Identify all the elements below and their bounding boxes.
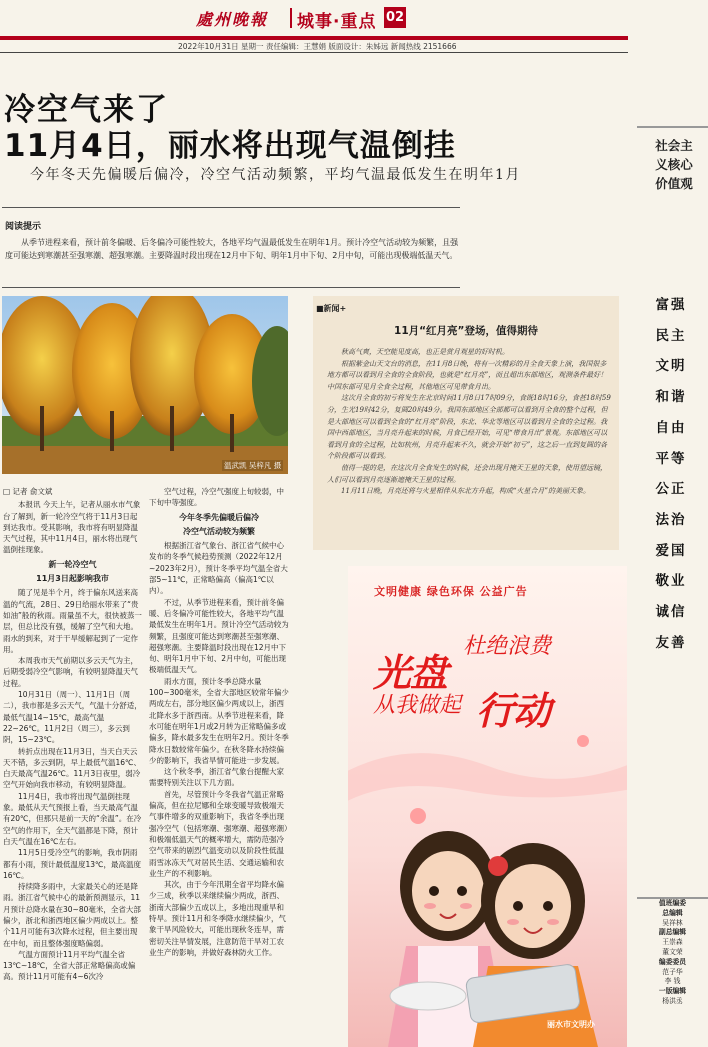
article-paragraph: 转折点出现在11月3日，当天白天云天不错，多云到阴，早上最低气温16℃、白天最高气温26℃。11月3日夜里，弱冷空气开始向我市移动，有较明显降温。 bbox=[3, 746, 141, 790]
newspaper-logo: 處州晚報 bbox=[196, 10, 269, 29]
article-paragraph: 根据浙江省气象台、浙江省气候中心发布的冬季气候趋势预测（2022年12月~2023年2月），预计冬季平均气温全省大部5~11℃，正常略偏高（偏高1℃以内）。 bbox=[149, 541, 288, 596]
article-column-1 bbox=[3, 486, 142, 983]
article-paragraph: 11月4日，我市将出现气温倒挂现象。最低从天气预报上看，当天最高气温有20℃，但那只是前一天的“余温”。在冷空气的作用下，全天气温都是下降，预计白天气温在16℃左右。 bbox=[3, 791, 142, 846]
news-body bbox=[327, 347, 611, 498]
core-value-item: 友善 bbox=[655, 634, 687, 651]
poster-slogan: 文明健康 绿色环保 公益广告 bbox=[374, 585, 528, 598]
article-paragraph: 11月5日受冷空气的影响，我市阴雨都有小雨，预计最低温度13℃，最高温度16℃。 bbox=[3, 848, 141, 880]
core-value-item: 和谐 bbox=[655, 389, 687, 406]
article-paragraph: 随了见是半个月，终于偏东风送来高温的气流，28日、29日给丽水带来了“贵如油”般的秋雨。雨量虽不大，很快被蒸一层，但总比没有强，缓解了空气和大地。雨水的到来，对于干旱缓解起到了一定作用。 bbox=[3, 588, 142, 654]
news-paragraph: 根据紫金山天文台的消息，在11月8日晚，将有一次精彩的月全食天象上演，我国很多地方都可以看到月全食的全食阶段，也就是“红月亮”，而且超出东部地区，观测条件最好！中国东部可见月全食全过程，其他地区可见带食月出。 bbox=[327, 359, 608, 391]
article-paragraph: 这个秋冬季，浙江省气象台提醒大家需要特别关注以下几方面。 bbox=[149, 767, 284, 788]
core-value-item: 爱国 bbox=[655, 542, 687, 559]
news-paragraph: 秋高气爽，天空能见度高，也正是赏月观星的好时机。 bbox=[341, 348, 509, 356]
poster-title-start: 从我做起 bbox=[373, 693, 462, 718]
core-value-item: 自由 bbox=[655, 419, 687, 436]
column-2-body bbox=[149, 486, 289, 958]
intro-top-rule bbox=[2, 207, 460, 208]
article-paragraph: 本报讯 今天上午，记者从丽水市气象台了解到，新一轮冷空气将于11月3日起到达我市。受其影响，我市将有明显降温天气过程，其中11月4日，丽水将出现气温倒挂现象。 bbox=[3, 500, 141, 555]
article-paragraph: 10月31日（周一）、11月1日（周二），我市都是多云天气，气温十分舒适，最低气温14~15℃，最高气温22~26℃。11月2日（周三），多云到阴，15~23℃。 bbox=[3, 690, 142, 745]
editor-name: 李 钱 bbox=[664, 977, 681, 986]
masthead-divider bbox=[290, 8, 292, 28]
editor-name: 王崇森 bbox=[662, 938, 683, 947]
headline-line-1: 冷空气来了 bbox=[4, 92, 169, 128]
photo-credit: 温武凯 吴梓凡 摄 bbox=[224, 461, 282, 470]
article-paragraph: 空气过程，冷空气强度上旬较弱，中下旬中等强度。 bbox=[149, 487, 284, 508]
article-paragraph: 其次，由于今年汛期全省平均降水偏少三成，秋季以来继续偏少两成，浙西、浙南大部偏少五成以上，多地出现重旱和特旱。预计11月和冬季降水继续偏少，气象干旱风险较大，可能出现秋冬连旱，需密切关注旱情发展，注意防范干旱对工农业生产的影响，并做好森林防火工作。 bbox=[149, 880, 287, 957]
section-subheading: 今年冬季先偏暖后偏冷 bbox=[179, 512, 259, 522]
editor-role: 一版编辑 bbox=[658, 987, 687, 996]
byline: □ 记者 俞文斌 bbox=[3, 487, 53, 496]
editor-role: 副总编辑 bbox=[658, 928, 687, 937]
photo-illustration bbox=[2, 296, 288, 474]
autumn-trees-photo bbox=[2, 296, 288, 474]
editor-name: 杨洪丞 bbox=[662, 996, 683, 1005]
section-subheading: 11月3日起影响我市 bbox=[36, 574, 109, 584]
news-paragraph: 值得一提的是，在这次月全食发生的时候，还会出现月掩天王星的天象，使用望远镜，人们可以看到月亮逐渐遮掩天王星的过程。 bbox=[327, 463, 607, 484]
poster-title-guangpan: 光盘 bbox=[373, 651, 448, 695]
page-number: 02 bbox=[384, 7, 406, 28]
article-paragraph: 本周我市天气前期以多云天气为主，后期受弱冷空气影响，有较明显降温天气过程。 bbox=[3, 656, 138, 688]
core-value-item: 富强 bbox=[655, 297, 687, 313]
news-tag: ■新闻+ bbox=[316, 304, 347, 313]
core-value-item: 民主 bbox=[655, 327, 687, 344]
subheadline: 今年冬天先偏暖后偏冷，冷空气活动频繁，平均气温最低发生在明年1月 bbox=[30, 167, 521, 183]
article-paragraph: 持续降多雨中，大家最关心的还是降雨。浙江省气候中心的最新预测显示，11月预计总降水量在30~80毫米，全省大部偏少，浙北和浙西地区偏少两成以上。整个11月可能有3次降水过程，但主要出现在中旬，而且整体强度略偏弱。 bbox=[3, 882, 141, 948]
column-1-body bbox=[3, 499, 142, 982]
section-name: 城事·重点 bbox=[297, 12, 377, 32]
article-paragraph: 气温方面预计11月平均气温全省13℃~18℃，全省大部正常略偏高或偏高。预计11月可能有4~6次冷 bbox=[3, 949, 136, 982]
issue-meta: 2022年10月31日 星期一 责任编辑：王慧娟 版面设计：朱姊远 新闻热线 2151666 bbox=[178, 42, 457, 51]
core-value-item: 公正 bbox=[655, 481, 687, 498]
editor-name: 范子华 bbox=[662, 967, 683, 976]
core-value-item: 诚信 bbox=[655, 604, 687, 621]
meta-rule bbox=[0, 52, 628, 53]
editor-name: 董文荣 bbox=[662, 947, 683, 956]
intro-bottom-rule bbox=[2, 287, 460, 288]
headline-line-2: 11月4日，丽水将出现气温倒挂 bbox=[4, 128, 456, 164]
section-subheading: 新一轮冷空气 bbox=[48, 559, 97, 569]
core-value-item: 文明 bbox=[655, 358, 687, 375]
core-value-item: 平等 bbox=[655, 450, 687, 467]
article-paragraph: 首先，尽管预计今冬我省气温正常略偏高，但在拉尼娜和全球变暖导致极端天气事件增多的双重影响下，我省冬季出现强冷空气（包括寒潮、强寒潮、超强寒潮）和极端低温天气的概率增大，需防范强冷空气带来的剧烈气温变动以及阶段性低温雨雪冰冻天气对居民生活、交通运输和农业生产的不利影响。 bbox=[149, 789, 288, 878]
poster-title-action: 行动 bbox=[476, 689, 551, 733]
news-title: 11月“红月亮”登场，值得期待 bbox=[394, 325, 538, 337]
article-paragraph: 雨水方面，预计冬季总降水量100~300毫米，全省大部地区较常年偏少两成左右，部分地区偏少两成以上，浙西北降水多于浙西南。从季节进程来看，降水可能在明年1月或2月转为正常略偏多或偏多，降水最多发生在明年2月。预计冬季降水日数较常年偏少。在秋冬降水持续偏少的影响下，我省旱情可能进一步发展。 bbox=[149, 676, 289, 765]
editor-role: 总编辑 bbox=[662, 908, 683, 917]
intro-label: 阅读提示 bbox=[5, 222, 42, 232]
core-value-item: 法治 bbox=[655, 511, 687, 528]
editor-role: 编委委员 bbox=[658, 957, 687, 966]
masthead-rule bbox=[0, 36, 628, 40]
article-column-2 bbox=[149, 486, 289, 958]
editor-role: 值班编委 bbox=[658, 899, 687, 907]
editor-credits bbox=[637, 897, 708, 1007]
editor-name: 吴祥林 bbox=[662, 918, 683, 927]
intro-text: 从季节进程来看，预计前冬偏暖、后冬偏冷可能性较大，各地平均气温最低发生在明年1月。预计冷空气活动较为频繁，且强度可能达到寒潮甚至强寒潮、超强寒潮。主要降温时段出现在12月中下旬、明年1月中下旬、2月中旬，可能出现极端低温天气。 bbox=[5, 238, 459, 260]
section-subheading: 冷空气活动较为频繁 bbox=[183, 526, 255, 536]
news-paragraph: 11月11日晚，月亮还将与火星相伴从东北方升起，构成“火星合月”的美丽天象。 bbox=[341, 487, 590, 496]
core-values-list bbox=[651, 290, 691, 658]
poster-credit: 丽水市文明办 bbox=[547, 1020, 595, 1029]
article-paragraph: 不过，从季节进程来看，预计前冬偏暖、后冬偏冷可能性较大，各地平均气温最低发生在明年1月。预计冷空气活动较为频繁，且强度可能达到寒潮甚至强寒潮、超强寒潮。主要降温时段出现在12月中下旬、明年1月中下旬、2月中旬，可能出现极端低温天气。 bbox=[149, 597, 289, 675]
core-values-title: 社会主义核心价值观 bbox=[655, 138, 693, 191]
poster-title-waste: 杜绝浪费 bbox=[463, 634, 552, 659]
news-paragraph: 这次月全食的初亏将发生在北京时间11月8日17时09分，食既18时16分，食甚18时59分，生光19时42分，复圆20时49分。我国东部地区全部都可以看到月全食的整个过程，但是大部地区可以看到全食的“红月亮”阶段，东北、华北等地区可以看到月全食的全过程。我国中西部地区，当月亮升起来的时候，月食已经开始，可见“带食月出”景观。东部地区可以看到月食的全过程，比如杭州，月亮升起来不久，就会开始“初亏”，这之后一直到复圆的各个阶段都可以看到。 bbox=[327, 394, 611, 461]
core-value-item: 敬业 bbox=[655, 573, 687, 590]
